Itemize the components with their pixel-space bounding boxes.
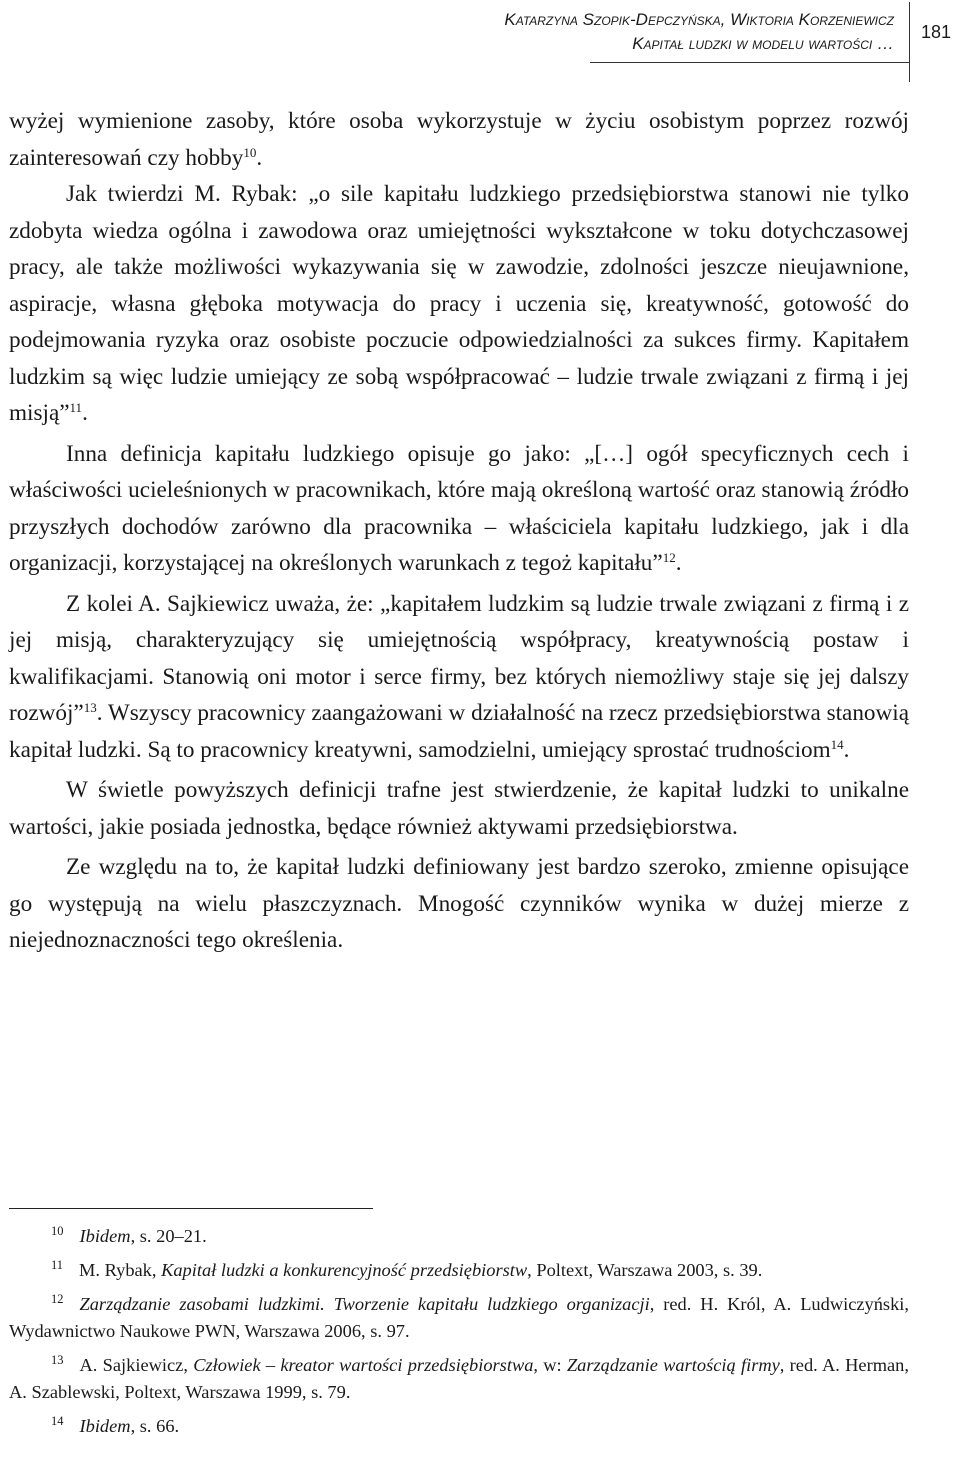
footnote-italic: Ibidem bbox=[79, 1226, 131, 1246]
header-title bbox=[504, 32, 894, 56]
body-text bbox=[9, 103, 909, 959]
footnote-text: , w: bbox=[533, 1355, 567, 1375]
footnote-11 bbox=[9, 1257, 909, 1284]
footnote-text: A. Sajkiewicz, bbox=[79, 1355, 194, 1375]
footnote-text: , red. H. Król, A. Ludwiczyński, Wydawnictwo Naukowe PWN, Warszawa 2006, s. 97. bbox=[9, 1294, 909, 1341]
header-authors-part: K bbox=[504, 10, 516, 29]
footnote-12 bbox=[9, 1291, 909, 1345]
footnote-13 bbox=[9, 1352, 909, 1406]
paragraph-3 bbox=[9, 436, 909, 582]
footnote-italic: Ibidem bbox=[79, 1416, 131, 1436]
paragraph-text: . bbox=[843, 736, 850, 763]
header-title-part: … bbox=[872, 34, 894, 53]
header-title-part: K bbox=[632, 34, 644, 53]
header-authors-part: iktoria bbox=[746, 10, 799, 29]
footnote-number: 11 bbox=[51, 1258, 64, 1273]
footnote-number: 14 bbox=[51, 1414, 64, 1429]
footnote-ref[interactable]: 12 bbox=[662, 550, 676, 566]
footnote-number: 10 bbox=[51, 1224, 64, 1239]
footnote-text: , Poltext, Warszawa 2003, s. 39. bbox=[527, 1260, 763, 1280]
header-title-part: apitał ludzki w modelu wartości bbox=[643, 34, 873, 53]
footnote-italic: Człowiek – kreator wartości przedsiębiorstwa bbox=[193, 1355, 534, 1375]
header-authors-part: D bbox=[635, 10, 648, 29]
running-header bbox=[0, 0, 960, 84]
footnote-ref[interactable]: 10 bbox=[243, 144, 257, 160]
footnote-text: M. Rybak, bbox=[79, 1260, 162, 1280]
paragraph-1 bbox=[9, 103, 909, 176]
footnote-text: , s. 20–21. bbox=[130, 1226, 207, 1246]
footnote-number: 12 bbox=[51, 1292, 64, 1307]
header-authors-part: , bbox=[720, 10, 731, 29]
header-vertical-rule bbox=[909, 2, 910, 82]
paragraph-text: Ze względu na to, że kapitał ludzki definiowany jest bardzo szeroko, zmienne opisujące go występują na wielu płaszczyznach. Mnogość czynników wynika w dużej mierze z niejednoznaczności tego określenia. bbox=[9, 854, 909, 953]
header-rule bbox=[590, 62, 910, 63]
header-authors-part: zopik- bbox=[594, 10, 636, 29]
footnote-10 bbox=[9, 1223, 909, 1250]
paragraph-text: . bbox=[256, 144, 263, 171]
header-authors-part: orzeniewicz bbox=[810, 10, 894, 29]
footnote-ref[interactable]: 13 bbox=[83, 700, 97, 716]
footnote-14 bbox=[9, 1413, 909, 1440]
paragraph-text: W świetle powyższych definicji trafne jest stwierdzenie, że kapitał ludzki to unikalne wartości, jakie posiada jednostka, będące również aktywami przedsiębiorstwa. bbox=[9, 777, 909, 840]
footnote-number: 13 bbox=[51, 1353, 64, 1368]
footnote-text: , red. A. Herman, A. Szablewski, Poltext, Warszawa 1999, s. 79. bbox=[9, 1355, 909, 1402]
header-authors-part: epczyńska bbox=[647, 10, 721, 29]
paragraph-2 bbox=[9, 176, 909, 432]
footnotes bbox=[9, 1223, 909, 1447]
running-header-text bbox=[504, 8, 894, 56]
paragraph-text: Jak twierdzi M. Rybak: „o sile kapitału ludzkiego przedsiębiorstwa stanowi nie tylko zdobyta wiedza ogólna i zawodowa oraz umiejętności wykształcone w toku dotychczasowej pracy, ale także możliwości wykazywania się w zawodzie, zdolności jeszcze nieujawnione, aspiracje, własna głęboka motywacja do pracy i uczenia się, kreatywność, gotowość do podejmowania ryzyka oraz osobiste poczucie odpowiedzialności za sukces firmy. Kapitałem ludzkim są więc ludzie umiejący ze sobą współpracować – ludzie trwale związani z firmą i jej misją” bbox=[9, 181, 909, 426]
paragraph-5 bbox=[9, 772, 909, 845]
footnote-ref[interactable]: 11 bbox=[69, 400, 83, 416]
footnote-ref[interactable]: 14 bbox=[830, 736, 844, 752]
header-authors bbox=[504, 8, 894, 32]
footnote-separator bbox=[9, 1208, 373, 1209]
footnote-italic: Zarządzanie wartością firmy bbox=[566, 1355, 780, 1375]
paragraph-text: wyżej wymienione zasoby, które osoba wykorzystuje w życiu osobistym poprzez rozwój zainteresowań czy hobby bbox=[9, 108, 909, 171]
paragraph-6 bbox=[9, 849, 909, 959]
footnote-italic: Zarządzanie zasobami ludzkimi. Tworzenie kapitału ludzkiego organizacji bbox=[79, 1294, 650, 1314]
paragraph-4 bbox=[9, 586, 909, 769]
paragraph-text: Z kolei A. Sajkiewicz uważa, że: „kapitałem ludzkim są ludzie trwale związani z firmą i z jej misją, charakteryzujący się umiejętnością współpracy, kreatywnością postaw i kwalifikacjami. Stanowią oni motor i serce firmy, bez których niemożliwy staje się jej dalszy rozwój” bbox=[9, 590, 909, 726]
paragraph-text: . bbox=[82, 400, 88, 426]
header-authors-part: W bbox=[730, 10, 747, 29]
paragraph-text: Inna definicja kapitału ludzkiego opisuje go jako: „[…] ogół specyficznych cech i właściwości ucieleśnionych w pracownikach, które mają określoną wartość oraz stanowią źródło przyszłych dochodów zarówno dla pracownika – właściciela kapitału ludzkiego, jak i dla organizacji, korzystającej na określonych warunkach z tegoż kapitału” bbox=[9, 440, 909, 576]
header-authors-part: atarzyna bbox=[515, 10, 583, 29]
page-number: 181 bbox=[920, 22, 952, 42]
header-authors-part: K bbox=[798, 10, 810, 29]
paragraph-text: . bbox=[675, 550, 682, 576]
footnote-text: , s. 66. bbox=[130, 1416, 180, 1436]
footnote-italic: Kapitał ludzki a konkurencyjność przedsiębiorstw bbox=[161, 1260, 528, 1280]
paragraph-text: . Wszyscy pracownicy zaangażowani w działalność na rzecz przedsiębiorstwa stanowią kapitał ludzki. Są to pracownicy kreatywni, samodzielni, umiejący sprostać trudnościom bbox=[9, 700, 909, 763]
header-authors-part: S bbox=[582, 10, 594, 29]
